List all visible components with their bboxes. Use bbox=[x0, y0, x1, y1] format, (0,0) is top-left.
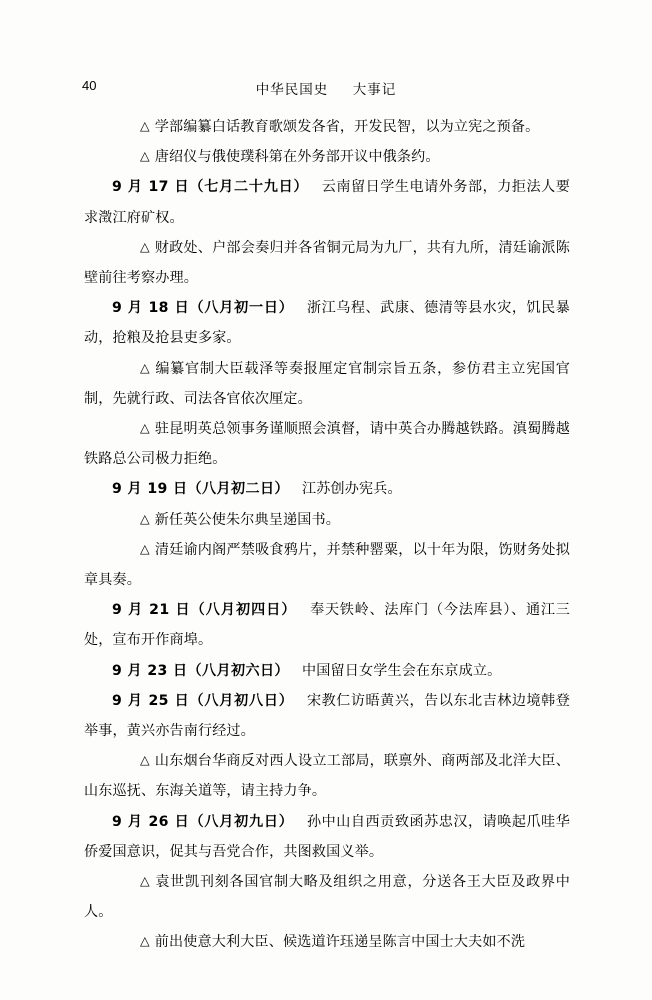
entry-date: 9 月 26 日（八月初九日） bbox=[112, 813, 294, 830]
dated-entry bbox=[84, 656, 570, 686]
paragraph-text: 驻昆明英总领事务谨顺照会滇督，请中英合办腾越铁路。滇蜀腾越铁路总公司极力拒绝。 bbox=[84, 421, 570, 468]
paragraph-text: 江苏创办宪兵。 bbox=[301, 481, 402, 498]
paragraph-text: 财政处、户部会奏归并各省铜元局为九厂，共有九所，清廷谕派陈壁前往考察办理。 bbox=[84, 239, 570, 287]
paragraph-text: 编纂官制大臣载泽等奏报厘定官制宗旨五条，参仿君主立宪国官制，先就行政、司法各官依次厘定。 bbox=[84, 360, 570, 407]
bullet-paragraph bbox=[84, 746, 570, 806]
running-head-left: 中华民国史 bbox=[255, 82, 329, 98]
triangle-bullet-icon: △ bbox=[140, 873, 150, 889]
paragraph-text: 云南留日学生电请外务部，力拒法人要求澂江府矿权。 bbox=[84, 179, 570, 226]
triangle-bullet-icon: △ bbox=[140, 148, 150, 164]
entry-date: 9 月 19 日（八月初二日） bbox=[112, 481, 289, 498]
triangle-bullet-icon: △ bbox=[140, 359, 150, 375]
bullet-paragraph bbox=[84, 505, 570, 535]
page-header bbox=[0, 78, 652, 100]
triangle-bullet-icon: △ bbox=[140, 752, 150, 768]
triangle-bullet-icon: △ bbox=[140, 118, 150, 133]
running-head bbox=[0, 78, 652, 98]
dated-entry bbox=[84, 595, 570, 655]
triangle-bullet-icon: △ bbox=[140, 420, 150, 436]
paragraph-text: 前出使意大利大臣、候选道许珏递呈陈言中国士大夫如不洗 bbox=[154, 934, 526, 951]
paragraph-text: 宋教仁访晤黄兴，告以东北吉林边境韩登举事，黄兴亦告南行经过。 bbox=[84, 692, 571, 740]
paragraph-text: 唐绍仪与俄使璞科第在外务部开议中俄条约。 bbox=[154, 149, 440, 166]
entry-date: 9 月 23 日（八月初六日） bbox=[112, 662, 289, 679]
dated-entry bbox=[84, 474, 570, 504]
bullet-paragraph bbox=[84, 142, 570, 172]
dated-entry bbox=[84, 293, 570, 353]
entry-date: 9 月 18 日（八月初一日） bbox=[112, 300, 294, 317]
bullet-paragraph bbox=[84, 112, 570, 142]
triangle-bullet-icon: △ bbox=[140, 540, 150, 556]
paragraph-text: 新任英公使朱尔典呈递国书。 bbox=[154, 511, 340, 528]
dated-entry bbox=[84, 686, 570, 746]
dated-entry bbox=[84, 172, 570, 232]
triangle-bullet-icon: △ bbox=[140, 238, 150, 254]
bullet-paragraph bbox=[84, 867, 570, 927]
entry-date: 9 月 17 日（七月二十九日） bbox=[112, 179, 309, 196]
paragraph-text: 清廷谕内阁严禁吸食鸦片，并禁种罂粟，以十年为限，饬财务处拟章具奏。 bbox=[84, 541, 570, 589]
bullet-paragraph bbox=[84, 927, 570, 957]
paragraph-text: 中国留日女学生会在东京成立。 bbox=[301, 662, 502, 679]
bullet-paragraph bbox=[84, 535, 570, 595]
paragraph-text: 奉天铁岭、法库门（今法库县）、通江三处，宣布开作商埠。 bbox=[84, 602, 570, 649]
paragraph-text: 孙中山自西贡致函苏忠汉，请唤起爪哇华侨爱国意识，促其与吾党合作，共图救国义举。 bbox=[84, 813, 571, 860]
triangle-bullet-icon: △ bbox=[140, 510, 150, 526]
bullet-paragraph bbox=[84, 354, 570, 414]
entry-date: 9 月 21 日（八月初四日） bbox=[112, 602, 297, 619]
page-number: 40 bbox=[82, 78, 97, 93]
bullet-paragraph bbox=[84, 233, 570, 293]
paragraph-text: 浙江乌程、武康、德清等县水灾，饥民暴动，抢粮及抢县吏多家。 bbox=[84, 300, 571, 347]
paragraph-text: 学部编纂白话教育歌颂发各省，开发民智，以为立宪之预备。 bbox=[154, 119, 540, 135]
page-body bbox=[84, 112, 570, 958]
entry-date: 9 月 25 日（八月初八日） bbox=[112, 692, 294, 709]
paragraph-text: 山东烟台华商反对西人设立工部局，联禀外、商两部及北洋大臣、山东巡抚、东海关道等，请主持力争。 bbox=[84, 753, 570, 800]
running-head-right: 大事记 bbox=[352, 82, 397, 98]
dated-entry bbox=[84, 807, 570, 867]
triangle-bullet-icon: △ bbox=[140, 933, 150, 949]
bullet-paragraph bbox=[84, 414, 570, 474]
paragraph-text: 袁世凯刊刻各国官制大略及组织之用意，分送各王大臣及政界中人。 bbox=[84, 874, 570, 921]
